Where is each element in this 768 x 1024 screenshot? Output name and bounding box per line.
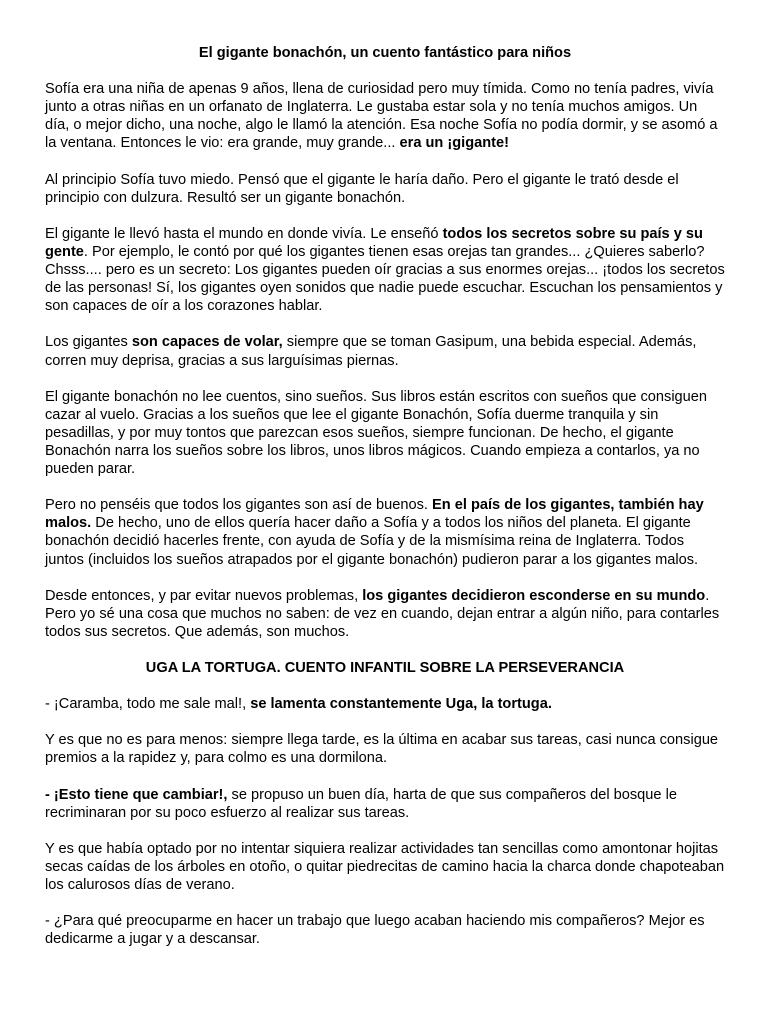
bold-text: era un ¡gigante!	[399, 135, 509, 152]
bold-text: se lamenta constantemente Uga, la tortuga.	[250, 696, 552, 713]
paragraph: Al principio Sofía tuvo miedo. Pensó que el gigante le haría daño. Pero el gigante le trató desde el principio con dulzura. Resultó ser un gigante bonachón.	[45, 171, 679, 206]
paragraph-text: se propuso un buen día, harta de que sus compañeros del bosque le recriminaran por su poco esfuerzo al realizar sus tareas.	[45, 786, 677, 821]
paragraph	[45, 225, 725, 315]
paragraph	[45, 496, 725, 568]
paragraph: - ¿Para qué preocuparme en hacer un trabajo que luego acaban haciendo mis compañeros? Mejor es dedicarme a jugar y a descansar.	[45, 913, 705, 948]
paragraph-text: . Por ejemplo, le contó por qué los gigantes tienen esas orejas tan grandes... ¿Quieres saberlo? Chsss.... pero es un secreto: Los gigantes pueden oír gracias a sus enormes orejas... ¡todos los secretos de las personas! Sí, los gigantes oyen sonidos que nadie puede escuchar. Escuchan los pensamientos y son capaces de oír a los corazones hablar.	[45, 243, 725, 315]
paragraph: El gigante bonachón no lee cuentos, sino sueños. Sus libros están escritos con sueños que consiguen cazar al vuelo. Gracias a los sueños que lee el gigante Bonachón, Sofía duerme tranquila y sin pesadillas, y por muy tontos que parezcan esos sueños, siempre funcionan. De hecho, el gigante Bonachón narra los sueños sobre los libros, unos libros mágicos. Cuando empieza a contarlos, ya no pueden parar.	[45, 388, 708, 478]
paragraph-text: siempre que se toman Gasipum, una bebida especial. Además, corren muy deprisa, gracias a sus larguísimas piernas.	[45, 334, 697, 369]
paragraph: Y es que había optado por no intentar siquiera realizar actividades tan sencillas como amontonar hojitas secas caídas de los árboles en otoño, o quitar piedrecitas de camino hacia la charca donde chapoteaban los calurosos días de verano.	[45, 840, 725, 894]
paragraph-text: De hecho, uno de ellos quería hacer daño a Sofía y a todos los niños del planeta. El gigante bonachón decidió hacerles frente, con ayuda de Sofía y de la mismísima reina de Inglaterra. Todos juntos (incluidos los sueños atrapados por el gigante bonachón) pudieron parar a los gigantes malos.	[45, 515, 699, 568]
bold-text: son capaces de volar,	[131, 334, 283, 351]
bold-text: - ¡Esto tiene que cambiar!,	[45, 786, 228, 803]
paragraph	[45, 786, 725, 822]
paragraph-text: Sofía era una niña de apenas 9 años, llena de curiosidad pero muy tímida. Como no tenía padres, vivía junto a otras niñas en un orfanato de Inglaterra. Le gustaba estar sola y no tenía muchos amigos. Un día, o mejor dicho, una noche, algo le llamó la atención. Esa noche Sofía no podía dormir, y se asomó a la ventana. Entonces le vio: era grande, muy grande...	[45, 81, 718, 152]
paragraph: Y es que no es para menos: siempre llega tarde, es la última en acabar sus tareas, casi nunca consigue premios a la rapidez y, para colmo es una dormilona.	[45, 732, 719, 767]
paragraph-text: . Pero yo sé una cosa que muchos no saben: de vez en cuando, dejan entrar a algún niño, para contarles todos sus secretos. Que además, son muchos.	[45, 587, 720, 640]
story-title: El gigante bonachón, un cuento fantástico para niños	[198, 45, 572, 61]
document-page	[45, 44, 725, 967]
bold-text: En el país de los gigantes, también hay malos.	[45, 497, 704, 532]
paragraph-text: - ¡Caramba, todo me sale mal!,	[45, 696, 251, 713]
paragraph-text: El gigante le llevó hasta el mundo en donde vivía. Le enseñó	[45, 225, 443, 242]
paragraph-text: Desde entonces, y par evitar nuevos problemas,	[45, 587, 363, 604]
paragraph	[45, 587, 725, 641]
paragraph	[45, 695, 725, 713]
paragraph	[45, 80, 725, 152]
paragraph	[45, 333, 725, 369]
paragraph-text: Los gigantes	[45, 334, 132, 351]
story-title: UGA LA TORTUGA. CUENTO INFANTIL SOBRE LA PERSEVERANCIA	[145, 660, 625, 677]
bold-text: todos los secretos sobre su país y su gente	[45, 225, 703, 260]
paragraph-text: Pero no penséis que todos los gigantes son así de buenos.	[45, 497, 433, 514]
bold-text: los gigantes decidieron esconderse en su mundo	[362, 587, 706, 604]
